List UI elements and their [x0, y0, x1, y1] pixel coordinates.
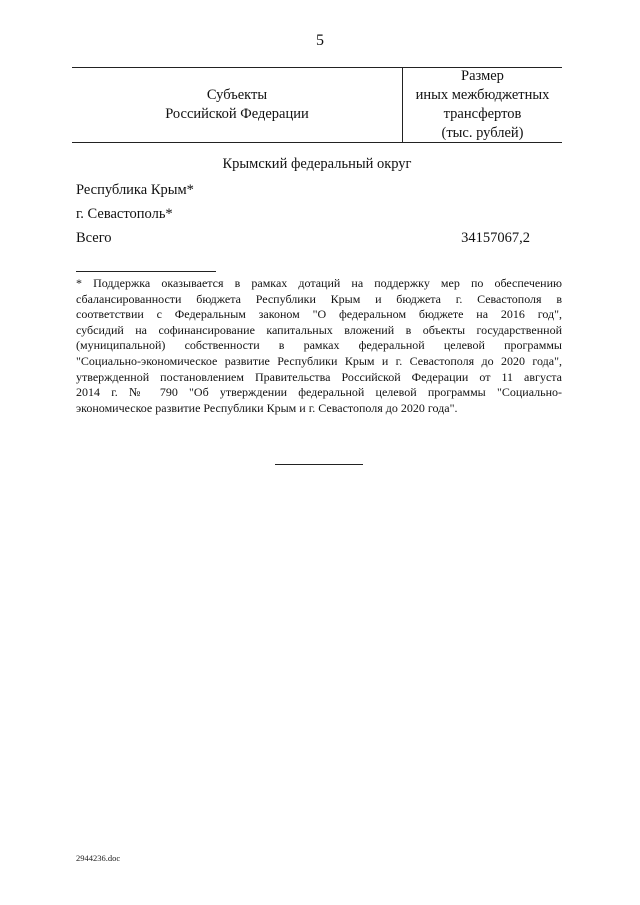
footnote-line: "Социально-экономическое развитие Республики Крым и г. Севастополя до 2020 года",: [76, 353, 562, 368]
row-total-value: 34157067,2: [461, 230, 530, 246]
row-subject-name: Республика Крым*: [76, 182, 194, 198]
header-transfers-line-4: (тыс. рублей): [441, 125, 524, 141]
footnote-line: субсидий на софинансирование капитальных вложений в объекты государственной: [76, 322, 562, 337]
header-transfers: [403, 68, 562, 142]
footnote-separator: [76, 271, 216, 272]
footnote-line: экономическое развитие Республики Крым и г. Севастополя до 2020 года".: [76, 400, 458, 415]
footnote-line: (муниципальной) собственности в рамках федеральной целевой программы: [76, 338, 562, 353]
footnote-line: * Поддержка оказывается в рамках дотаций на поддержку мер по обеспечению: [76, 276, 562, 290]
header-transfers-line-3: трансфертов: [443, 106, 522, 122]
table-header: [72, 67, 562, 143]
header-subjects-line-1: Субъекты: [206, 87, 268, 103]
table-row: [76, 206, 562, 223]
end-of-document-rule: [275, 464, 363, 465]
document-filename: 2944236.doc: [76, 853, 121, 863]
header-subjects-line-2: Российской Федерации: [165, 106, 309, 122]
row-value: [530, 182, 562, 199]
table-row-total: [76, 230, 562, 247]
federal-district-heading: Крымский федеральный округ: [222, 156, 412, 172]
footnote: [76, 276, 562, 416]
footnote-line: соответствии с Федеральным законом "О федеральном бюджете на 2016 год",: [76, 307, 562, 322]
header-transfers-line-1: Размер: [461, 68, 504, 84]
footnote-line: 2014 г. № 790 "Об утверждении федеральной целевой программы "Социально-: [76, 385, 562, 400]
row-subject-name: г. Севастополь*: [76, 206, 173, 222]
footnote-line: сбалансированности бюджета Республики Крым и бюджета г. Севастополя в: [76, 291, 562, 306]
table-row: [76, 182, 562, 199]
footnote-line: утвержденной постановлением Правительства Российской Федерации от 11 августа: [76, 369, 562, 384]
row-total-label: Всего: [76, 230, 112, 246]
header-subjects: [72, 68, 403, 142]
page-number: 5: [316, 32, 324, 49]
row-value: [530, 206, 562, 223]
header-transfers-line-2: иных межбюджетных: [415, 87, 550, 103]
